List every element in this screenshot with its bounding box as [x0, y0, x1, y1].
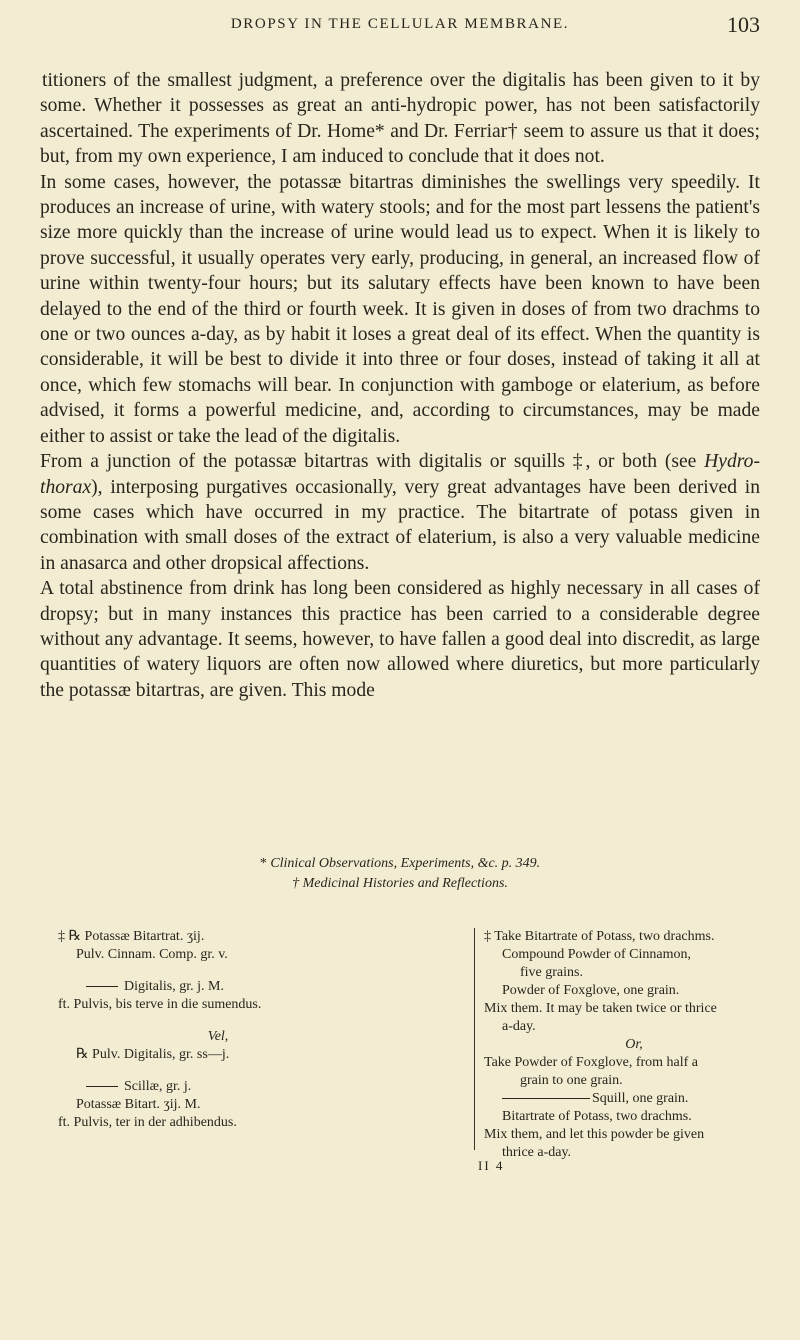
footnote-1: [40, 854, 760, 874]
latin-line-7: Potassæ Bitart. ʒij. M.: [76, 1097, 201, 1112]
hydro-thorax-reference: Hydro-thorax: [40, 451, 760, 498]
running-head: [0, 12, 800, 42]
footnotes: [40, 854, 760, 894]
english-line-10: Bitartrate of Potass, two drachms.: [502, 1109, 692, 1124]
english-line-7: Take Powder of Foxglove, from half a: [484, 1055, 699, 1070]
latin-formula: [58, 928, 438, 1132]
english-line-6: a-day.: [502, 1019, 536, 1034]
latin-line-4: ft. Pulvis, bis terve in die sumendus.: [58, 997, 262, 1012]
footnote-1-mark: *: [259, 856, 271, 871]
english-line-9-text: Squill, one grain.: [592, 1091, 689, 1106]
column-divider: [474, 928, 475, 1150]
english-line-4: Powder of Foxglove, one grain.: [502, 983, 680, 998]
latin-line-3-text: Digitalis, gr. j. M.: [124, 979, 224, 994]
english-line-9: [484, 1090, 784, 1108]
english-line-11: Mix them, and let this powder be given: [484, 1127, 705, 1142]
signature-mark: II 4: [478, 1158, 505, 1173]
paragraph-3: [40, 449, 760, 576]
english-line-2: Compound Powder of Cinnamon,: [502, 947, 691, 962]
latin-line-6-text: Scillæ, gr. j.: [124, 1079, 192, 1094]
paragraph-2: In some cases, however, the potassæ bitartras diminishes the swellings very speedily. It produces an increase of urine, with watery stools; and for the most part lessens the patient's size more quickly than the increase of urine would lead us to expect. When it is likely to prove successful, it usually operates very early, producing, in general, an increased flow of urine within twenty-four hours; but its salutary effects have been known to have been delayed to the end of the third or fourth week. It is given in doses of from two drachms to one or two ounces a-day, as by habit it loses a great deal of its effect. When the quantity is considerable, it will be best to divide it into three or four doses, instead of taking it all at once, which few stomachs will bear. In conjunction with gamboge or elaterium, as before advised, it forms a powerful medicine, and, according to circumstances, may be made either to assist or take the lead of the digitalis.: [40, 171, 760, 447]
paragraph-3-start: From a junction of the potassæ bitartras with digitalis or squills ‡, or both (see: [40, 451, 705, 473]
paragraph-1: titioners of the smallest judgment, a preference over the digitalis has been given to it by some. Whether it possesses as great an anti-hydropic power, has not been satisfactorily ascertained. The experiments of Dr. Home* and Dr. Ferriar† seem to assure us that it does; but, from my own experience, I am induced to conclude that it does not.: [40, 70, 760, 168]
english-line-3: five grains.: [520, 965, 583, 980]
footnote-2: † Medicinal Histories and Reflections.: [292, 876, 508, 891]
english-line-8: grain to one grain.: [520, 1073, 623, 1088]
main-text: [40, 68, 760, 703]
paragraph-4: A total abstinence from drink has long been considered as highly necessary in all cases of dropsy; but in many instances this practice has been carried to a considerable degree without any advantage. It seems, however, to have fallen a good deal into discredit, as large quantities of watery liquors are often now allowed where diuretics, but more particularly the potassæ bitartras, are given. This mode: [40, 578, 760, 701]
latin-line-6: [58, 1078, 438, 1096]
latin-line-5: ℞ Pulv. Digitalis, gr. ss—j.: [76, 1047, 230, 1062]
english-line-1: ‡ Take Bitartrate of Potass, two drachms.: [484, 929, 715, 944]
english-line-5: Mix them. It may be taken twice or thrice: [484, 1001, 717, 1016]
english-line-12: thrice a-day.: [502, 1145, 572, 1160]
latin-line-2: Pulv. Cinnam. Comp. gr. v.: [76, 947, 228, 962]
running-title: DROPSY IN THE CELLULAR MEMBRANE.: [230, 16, 570, 32]
latin-line-1: ‡ ℞ Potassæ Bitartrat. ʒij.: [58, 929, 205, 944]
page-number: 103: [727, 12, 760, 37]
english-formula: [484, 928, 784, 1162]
latin-line-3: [58, 978, 438, 996]
latin-line-8: ft. Pulvis, ter in der adhibendus.: [58, 1115, 237, 1130]
latin-vel: Vel,: [207, 1029, 229, 1044]
footnote-1-text: Clinical Observations, Experiments, &c. p. 349.: [270, 856, 541, 871]
paragraph-3-end: ), interposing purgatives occasionally, very great advantages have been derived in some cases which have occurred in my practice. The bitartrate of potass given in combination with small doses of the extract of elaterium, is also a very valuable medicine in anasarca and other dropsical affections.: [40, 476, 760, 574]
english-or: Or,: [625, 1037, 643, 1052]
